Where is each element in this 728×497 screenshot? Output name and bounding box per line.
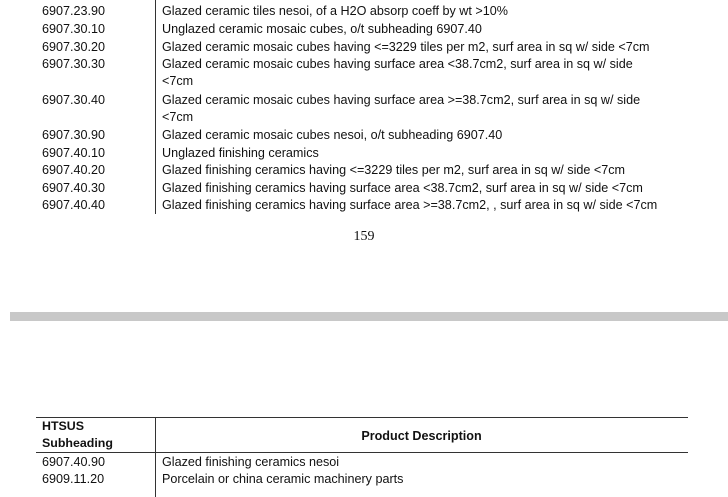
product-description: Unglazed ceramic mosaic cubes, o/t subheading 6907.40 (162, 22, 482, 36)
table-row-continuation (0, 109, 728, 126)
htsus-code: 6907.40.10 (42, 146, 106, 160)
htsus-code: 6909.11.20 (42, 472, 105, 486)
htsus-code: 6907.30.10 (42, 22, 106, 36)
table-row (0, 454, 728, 471)
table-row (0, 180, 728, 197)
header-bottom-border (36, 452, 688, 453)
product-description: Unglazed finishing ceramics (162, 146, 319, 160)
column-header-description: Product Description (361, 429, 482, 443)
product-description: Glazed ceramic mosaic cubes having <=3229 tiles per m2, surf area in sq w/ side <7cm (162, 40, 650, 54)
htsus-code: 6907.30.30 (42, 57, 106, 71)
product-description: Glazed ceramic mosaic cubes nesoi, o/t subheading 6907.40 (162, 128, 503, 142)
header-htsus-line1: HTSUS (42, 419, 84, 433)
table-row (0, 145, 728, 162)
product-description: Glazed finishing ceramics having surface area <38.7cm2, surf area in sq w/ side <7cm (162, 181, 643, 195)
htsus-code: 6907.23.90 (42, 4, 106, 18)
table-top-border (36, 417, 688, 418)
table-row-continuation (0, 73, 728, 90)
table-row (0, 39, 728, 56)
table-row (0, 56, 728, 73)
htsus-code: 6907.40.30 (42, 181, 106, 195)
table-row (0, 127, 728, 144)
table-row (0, 162, 728, 179)
product-description: Glazed finishing ceramics nesoi (162, 455, 340, 469)
htsus-code: 6907.30.90 (42, 128, 106, 142)
table-row (0, 92, 728, 109)
htsus-code: 6907.40.90 (42, 455, 106, 469)
htsus-code: 6907.40.40 (42, 198, 106, 212)
table-row (0, 471, 728, 488)
product-description-continuation: <7cm (162, 74, 194, 88)
product-description: Glazed ceramic mosaic cubes having surface area >=38.7cm2, surf area in sq w/ side (162, 93, 641, 107)
table-row (0, 197, 728, 214)
product-description: Glazed finishing ceramics having surface area >=38.7cm2, , surf area in sq w/ side <7cm (162, 198, 658, 212)
product-description-continuation: <7cm (162, 110, 194, 124)
product-description: Glazed ceramic mosaic cubes having surface area <38.7cm2, surf area in sq w/ side (162, 57, 633, 71)
header-htsus-line2: Subheading (42, 436, 113, 450)
htsus-code: 6907.40.20 (42, 163, 106, 177)
page-break (10, 312, 728, 321)
table-row (0, 3, 728, 20)
product-description: Porcelain or china ceramic machinery parts (162, 472, 404, 486)
column-header-htsus (42, 418, 113, 452)
page-number: 159 (353, 229, 375, 244)
product-description: Glazed finishing ceramics having <=3229 tiles per m2, surf area in sq w/ side <7cm (162, 163, 626, 177)
table-row (0, 21, 728, 38)
column-divider (155, 0, 156, 214)
htsus-code: 6907.30.40 (42, 93, 106, 107)
product-description: Glazed ceramic tiles nesoi, of a H2O absorp coeff by wt >10% (162, 4, 508, 18)
htsus-code: 6907.30.20 (42, 40, 106, 54)
